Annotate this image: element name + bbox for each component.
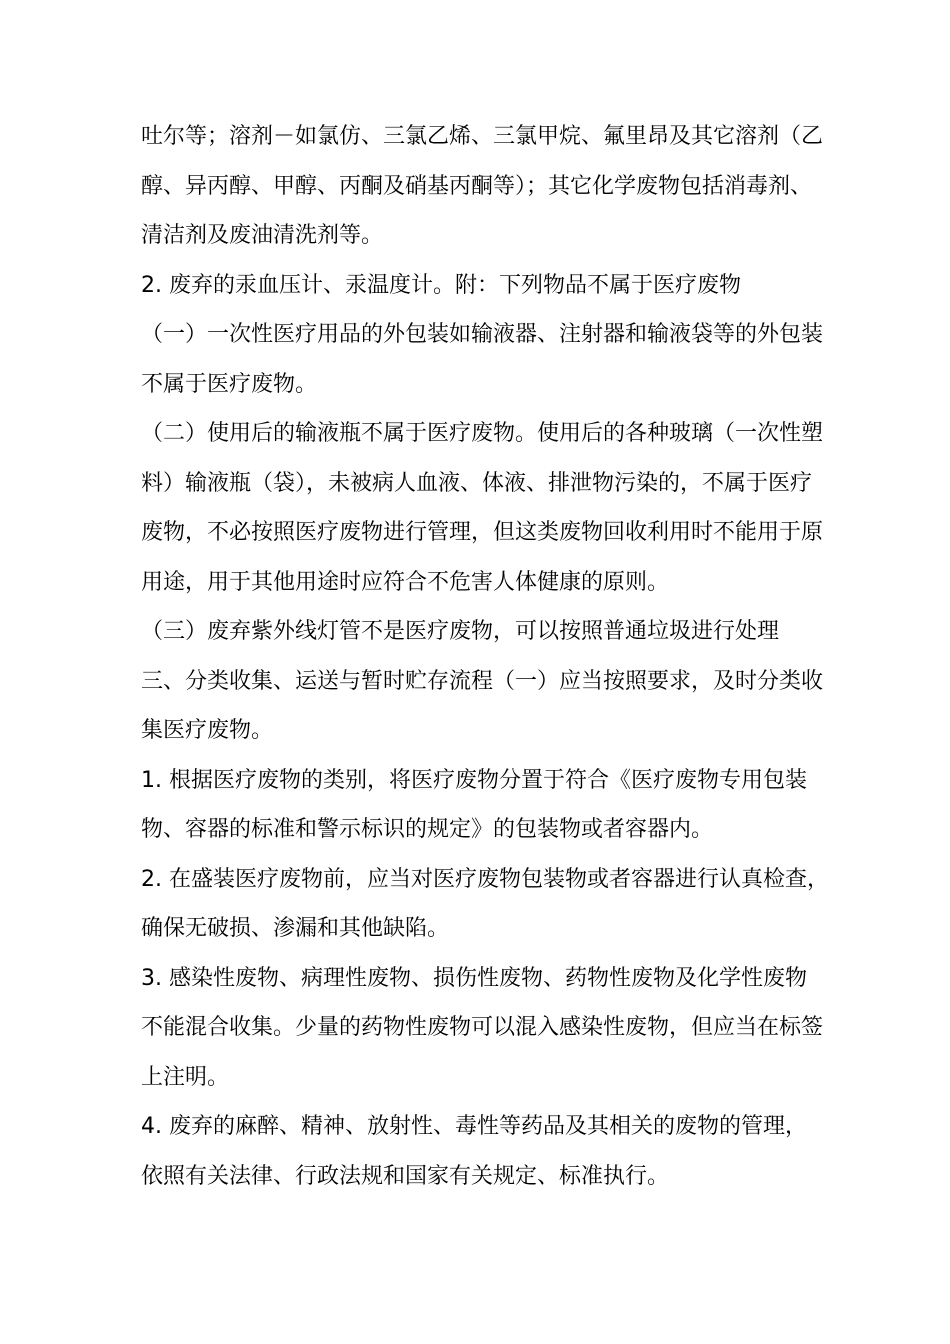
text-line: 用途，用于其他用途时应符合不危害人体健康的原则。 bbox=[141, 569, 670, 595]
text-line: 料）输液瓶（袋），未被病人血液、体液、排泄物污染的，不属于医疗 bbox=[141, 470, 813, 496]
text-line: 不能混合收集。少量的药物性废物可以混入感染性废物，但应当在标签 bbox=[141, 1015, 824, 1040]
text-line: （一）一次性医疗用品的外包装如输液器、注射器和输液袋等的外包装 bbox=[141, 322, 824, 347]
text-line: （二）使用后的输液瓶不属于医疗废物。使用后的各种玻璃（一次性塑 bbox=[141, 421, 824, 446]
text-line: 1. 根据医疗废物的类别，将医疗废物分置于符合《医疗废物专用包装 bbox=[141, 767, 807, 793]
text-line: 集医疗废物。 bbox=[141, 718, 274, 743]
text-line: （三）废弃紫外线灯管不是医疗废物，可以按照普通垃圾进行处理 bbox=[141, 619, 780, 644]
text-line: 确保无破损、渗漏和其他缺陷。 bbox=[141, 916, 450, 941]
text-line: 吐尔等；溶剂－如氯仿、三氯乙烯、三氯甲烷、氟里昂及其它溶剂（乙 bbox=[141, 124, 824, 149]
text-line: 4. 废弃的麻醉、精神、放射性、毒性等药品及其相关的废物的管理， bbox=[141, 1114, 807, 1139]
text-line: 醇、异丙醇、甲醇、丙酮及硝基丙酮等）；其它化学废物包括消毒剂、 bbox=[141, 173, 813, 199]
text-line: 2. 废弃的汞血压计、汞温度计。附：下列物品不属于医疗废物 bbox=[141, 272, 741, 298]
text-line: 清洁剂及废油清洗剂等。 bbox=[141, 223, 384, 248]
document-body bbox=[141, 112, 871, 1201]
text-line: 2. 在盛装医疗废物前，应当对医疗废物包装物或者容器进行认真检查， bbox=[141, 866, 829, 892]
text-line: 3. 感染性废物、病理性废物、损伤性废物、药物性废物及化学性废物 bbox=[141, 965, 807, 991]
text-line: 上注明。 bbox=[141, 1064, 230, 1090]
text-line: 依照有关法律、行政法规和国家有关规定、标准执行。 bbox=[141, 1163, 670, 1189]
section-heading-line: 三、分类收集、运送与暂时贮存流程（一）应当按照要求，及时分类收 bbox=[141, 668, 824, 694]
text-line: 物、容器的标准和警示标识的规定》的包装物或者容器内。 bbox=[141, 817, 714, 842]
text-line: 废物，不必按照医疗废物进行管理，但这类废物回收利用时不能用于原 bbox=[141, 520, 824, 545]
text-line: 不属于医疗废物。 bbox=[141, 371, 318, 397]
